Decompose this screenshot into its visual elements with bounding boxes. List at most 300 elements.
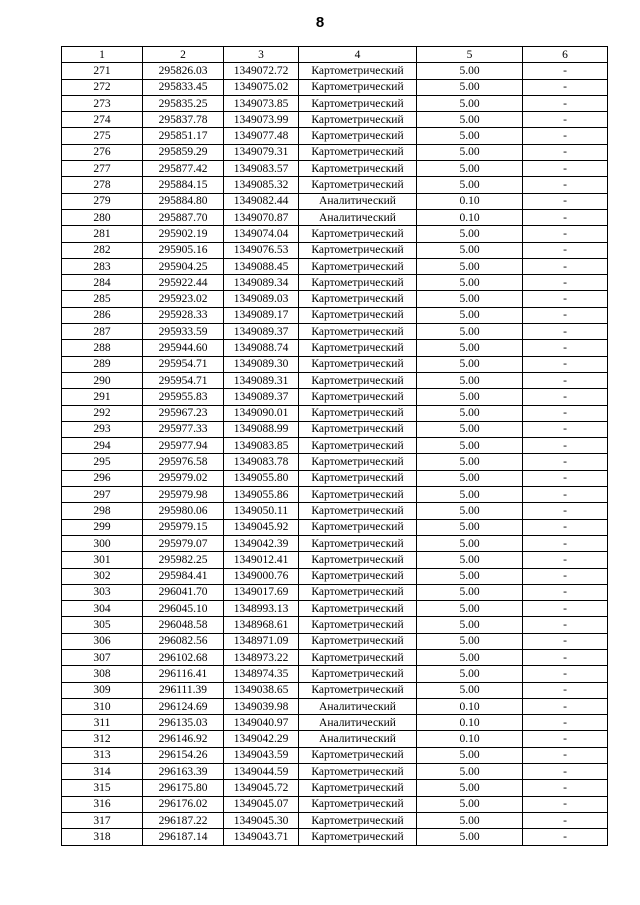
header-cell-method: 4: [299, 47, 417, 63]
cell-point-number: 275: [62, 128, 143, 144]
table-row: [62, 389, 608, 405]
cell-y: 1349045.92: [224, 519, 299, 535]
cell-accuracy: 5.00: [417, 389, 523, 405]
cell-description: -: [523, 161, 608, 177]
cell-x: 296082.56: [143, 633, 224, 649]
cell-point-number: 293: [62, 421, 143, 437]
cell-point-number: 294: [62, 438, 143, 454]
cell-point-number: 276: [62, 144, 143, 160]
cell-x: 295979.15: [143, 519, 224, 535]
cell-point-number: 311: [62, 715, 143, 731]
cell-description: -: [523, 535, 608, 551]
cell-y: 1349043.71: [224, 829, 299, 845]
cell-description: -: [523, 275, 608, 291]
table-row: [62, 177, 608, 193]
cell-y: 1349076.53: [224, 242, 299, 258]
table-row: [62, 487, 608, 503]
cell-method: Картометрический: [299, 291, 417, 307]
cell-description: -: [523, 340, 608, 356]
cell-x: 295954.71: [143, 356, 224, 372]
table-row: [62, 242, 608, 258]
cell-x: 296041.70: [143, 584, 224, 600]
cell-method: Аналитический: [299, 193, 417, 209]
table-row: [62, 405, 608, 421]
cell-x: 296163.39: [143, 764, 224, 780]
table-row: [62, 258, 608, 274]
cell-description: -: [523, 568, 608, 584]
cell-x: 295979.02: [143, 470, 224, 486]
cell-method: Картометрический: [299, 128, 417, 144]
cell-description: -: [523, 487, 608, 503]
cell-x: 295944.60: [143, 340, 224, 356]
table-row: [62, 715, 608, 731]
cell-accuracy: 5.00: [417, 666, 523, 682]
table-row: [62, 161, 608, 177]
cell-accuracy: 5.00: [417, 340, 523, 356]
cell-x: 295833.45: [143, 79, 224, 95]
cell-description: -: [523, 226, 608, 242]
cell-description: -: [523, 258, 608, 274]
cell-x: 296111.39: [143, 682, 224, 698]
cell-method: Картометрический: [299, 258, 417, 274]
cell-description: -: [523, 666, 608, 682]
cell-point-number: 290: [62, 372, 143, 388]
table-row: [62, 812, 608, 828]
cell-x: 295884.80: [143, 193, 224, 209]
cell-accuracy: 5.00: [417, 535, 523, 551]
cell-y: 1349088.99: [224, 421, 299, 437]
cell-description: -: [523, 372, 608, 388]
cell-y: 1349088.45: [224, 258, 299, 274]
table-row: [62, 454, 608, 470]
cell-accuracy: 5.00: [417, 470, 523, 486]
cell-point-number: 302: [62, 568, 143, 584]
cell-accuracy: 5.00: [417, 552, 523, 568]
cell-accuracy: 5.00: [417, 487, 523, 503]
cell-description: -: [523, 112, 608, 128]
cell-accuracy: 5.00: [417, 177, 523, 193]
table-row: [62, 584, 608, 600]
table-row: [62, 568, 608, 584]
cell-point-number: 278: [62, 177, 143, 193]
cell-method: Картометрический: [299, 226, 417, 242]
cell-description: -: [523, 389, 608, 405]
cell-method: Картометрический: [299, 503, 417, 519]
cell-point-number: 307: [62, 649, 143, 665]
cell-point-number: 310: [62, 698, 143, 714]
cell-description: -: [523, 63, 608, 79]
table-row: [62, 63, 608, 79]
cell-description: -: [523, 356, 608, 372]
cell-description: -: [523, 747, 608, 763]
cell-accuracy: 5.00: [417, 682, 523, 698]
cell-x: 295980.06: [143, 503, 224, 519]
table-row: [62, 649, 608, 665]
cell-x: 295922.44: [143, 275, 224, 291]
cell-method: Картометрический: [299, 535, 417, 551]
cell-y: 1349089.34: [224, 275, 299, 291]
cell-accuracy: 5.00: [417, 307, 523, 323]
coordinates-table: [61, 46, 608, 846]
cell-point-number: 287: [62, 324, 143, 340]
cell-accuracy: 5.00: [417, 649, 523, 665]
cell-point-number: 298: [62, 503, 143, 519]
cell-method: Картометрический: [299, 242, 417, 258]
cell-y: 1349070.87: [224, 209, 299, 225]
cell-x: 295954.71: [143, 372, 224, 388]
cell-point-number: 282: [62, 242, 143, 258]
cell-point-number: 318: [62, 829, 143, 845]
table-row: [62, 340, 608, 356]
table-row: [62, 780, 608, 796]
cell-x: 295979.98: [143, 487, 224, 503]
cell-accuracy: 5.00: [417, 503, 523, 519]
cell-x: 295955.83: [143, 389, 224, 405]
table-row: [62, 682, 608, 698]
table-body: [62, 63, 608, 845]
cell-y: 1349045.72: [224, 780, 299, 796]
cell-x: 295887.70: [143, 209, 224, 225]
cell-y: 1349089.30: [224, 356, 299, 372]
cell-description: -: [523, 144, 608, 160]
cell-y: 1349039.98: [224, 698, 299, 714]
cell-y: 1349089.37: [224, 324, 299, 340]
cell-method: Картометрический: [299, 161, 417, 177]
cell-method: Аналитический: [299, 209, 417, 225]
cell-x: 296135.03: [143, 715, 224, 731]
table-row: [62, 275, 608, 291]
cell-point-number: 312: [62, 731, 143, 747]
cell-x: 296045.10: [143, 601, 224, 617]
cell-x: 295933.59: [143, 324, 224, 340]
table-row: [62, 519, 608, 535]
table-row: [62, 438, 608, 454]
cell-x: 295837.78: [143, 112, 224, 128]
cell-accuracy: 5.00: [417, 372, 523, 388]
cell-method: Картометрический: [299, 438, 417, 454]
table-row: [62, 796, 608, 812]
cell-point-number: 304: [62, 601, 143, 617]
cell-point-number: 305: [62, 617, 143, 633]
cell-method: Картометрический: [299, 470, 417, 486]
header-row: [62, 47, 608, 63]
cell-accuracy: 0.10: [417, 731, 523, 747]
cell-point-number: 281: [62, 226, 143, 242]
cell-x: 295967.23: [143, 405, 224, 421]
cell-y: 1349077.48: [224, 128, 299, 144]
cell-description: -: [523, 519, 608, 535]
cell-x: 296124.69: [143, 698, 224, 714]
cell-description: -: [523, 698, 608, 714]
cell-method: Картометрический: [299, 666, 417, 682]
cell-method: Картометрический: [299, 307, 417, 323]
cell-point-number: 288: [62, 340, 143, 356]
cell-accuracy: 5.00: [417, 63, 523, 79]
cell-x: 295977.33: [143, 421, 224, 437]
table-row: [62, 666, 608, 682]
header-cell-accuracy: 5: [417, 47, 523, 63]
cell-accuracy: 5.00: [417, 764, 523, 780]
cell-x: 295905.16: [143, 242, 224, 258]
cell-x: 296187.14: [143, 829, 224, 845]
cell-point-number: 317: [62, 812, 143, 828]
cell-y: 1348973.22: [224, 649, 299, 665]
cell-x: 295902.19: [143, 226, 224, 242]
cell-method: Аналитический: [299, 731, 417, 747]
cell-x: 296116.41: [143, 666, 224, 682]
header-cell-point-number: 1: [62, 47, 143, 63]
cell-point-number: 283: [62, 258, 143, 274]
cell-description: -: [523, 780, 608, 796]
cell-description: -: [523, 682, 608, 698]
cell-x: 295923.02: [143, 291, 224, 307]
table-row: [62, 698, 608, 714]
cell-y: 1349000.76: [224, 568, 299, 584]
cell-description: -: [523, 405, 608, 421]
cell-accuracy: 5.00: [417, 161, 523, 177]
cell-accuracy: 5.00: [417, 275, 523, 291]
cell-description: -: [523, 812, 608, 828]
table-row: [62, 535, 608, 551]
cell-description: -: [523, 764, 608, 780]
cell-point-number: 308: [62, 666, 143, 682]
cell-x: 296048.58: [143, 617, 224, 633]
cell-point-number: 303: [62, 584, 143, 600]
cell-accuracy: 5.00: [417, 324, 523, 340]
cell-point-number: 289: [62, 356, 143, 372]
cell-method: Картометрический: [299, 519, 417, 535]
cell-description: -: [523, 209, 608, 225]
cell-method: Картометрический: [299, 63, 417, 79]
table-row: [62, 291, 608, 307]
table-row: [62, 633, 608, 649]
cell-point-number: 285: [62, 291, 143, 307]
cell-description: -: [523, 438, 608, 454]
cell-x: 295904.25: [143, 258, 224, 274]
cell-description: -: [523, 796, 608, 812]
cell-method: Картометрический: [299, 764, 417, 780]
cell-point-number: 292: [62, 405, 143, 421]
cell-y: 1349072.72: [224, 63, 299, 79]
cell-description: -: [523, 307, 608, 323]
cell-accuracy: 5.00: [417, 291, 523, 307]
cell-accuracy: 5.00: [417, 79, 523, 95]
cell-y: 1349045.07: [224, 796, 299, 812]
table-row: [62, 226, 608, 242]
cell-x: 296102.68: [143, 649, 224, 665]
cell-accuracy: 5.00: [417, 438, 523, 454]
cell-x: 295826.03: [143, 63, 224, 79]
cell-description: -: [523, 715, 608, 731]
cell-method: Картометрический: [299, 356, 417, 372]
cell-description: -: [523, 128, 608, 144]
cell-method: Картометрический: [299, 95, 417, 111]
cell-y: 1349017.69: [224, 584, 299, 600]
cell-description: -: [523, 291, 608, 307]
cell-y: 1349044.59: [224, 764, 299, 780]
cell-x: 295977.94: [143, 438, 224, 454]
cell-description: -: [523, 617, 608, 633]
table-row: [62, 79, 608, 95]
cell-y: 1349083.85: [224, 438, 299, 454]
cell-method: Картометрический: [299, 780, 417, 796]
cell-accuracy: 0.10: [417, 209, 523, 225]
cell-method: Картометрический: [299, 112, 417, 128]
cell-description: -: [523, 95, 608, 111]
cell-y: 1349089.37: [224, 389, 299, 405]
cell-x: 295928.33: [143, 307, 224, 323]
table-row: [62, 128, 608, 144]
cell-x: 295859.29: [143, 144, 224, 160]
cell-y: 1349089.17: [224, 307, 299, 323]
table-row: [62, 307, 608, 323]
cell-y: 1349085.32: [224, 177, 299, 193]
table-row: [62, 372, 608, 388]
cell-accuracy: 5.00: [417, 356, 523, 372]
cell-point-number: 280: [62, 209, 143, 225]
cell-x: 295851.17: [143, 128, 224, 144]
table-row: [62, 112, 608, 128]
cell-accuracy: 5.00: [417, 812, 523, 828]
cell-accuracy: 5.00: [417, 144, 523, 160]
cell-description: -: [523, 601, 608, 617]
cell-method: Картометрический: [299, 812, 417, 828]
cell-description: -: [523, 503, 608, 519]
table-row: [62, 829, 608, 845]
table-row: [62, 470, 608, 486]
cell-method: Картометрический: [299, 144, 417, 160]
cell-accuracy: 0.10: [417, 193, 523, 209]
cell-accuracy: 5.00: [417, 226, 523, 242]
table-row: [62, 421, 608, 437]
cell-accuracy: 5.00: [417, 829, 523, 845]
header-cell-description: 6: [523, 47, 608, 63]
cell-method: Аналитический: [299, 698, 417, 714]
cell-y: 1349083.57: [224, 161, 299, 177]
cell-description: -: [523, 79, 608, 95]
cell-y: 1349079.31: [224, 144, 299, 160]
cell-y: 1349042.29: [224, 731, 299, 747]
cell-accuracy: 5.00: [417, 780, 523, 796]
header-cell-y: 3: [224, 47, 299, 63]
cell-accuracy: 5.00: [417, 112, 523, 128]
cell-description: -: [523, 731, 608, 747]
cell-accuracy: 5.00: [417, 454, 523, 470]
cell-method: Картометрический: [299, 584, 417, 600]
cell-y: 1349088.74: [224, 340, 299, 356]
table-row: [62, 601, 608, 617]
cell-point-number: 300: [62, 535, 143, 551]
cell-y: 1349038.65: [224, 682, 299, 698]
cell-method: Картометрический: [299, 177, 417, 193]
cell-y: 1349042.39: [224, 535, 299, 551]
cell-method: Картометрический: [299, 372, 417, 388]
cell-point-number: 279: [62, 193, 143, 209]
cell-description: -: [523, 649, 608, 665]
cell-y: 1349074.04: [224, 226, 299, 242]
cell-y: 1349045.30: [224, 812, 299, 828]
cell-point-number: 299: [62, 519, 143, 535]
cell-y: 1348974.35: [224, 666, 299, 682]
cell-accuracy: 5.00: [417, 601, 523, 617]
cell-point-number: 273: [62, 95, 143, 111]
page-number: 8: [315, 14, 325, 31]
cell-description: -: [523, 829, 608, 845]
cell-point-number: 286: [62, 307, 143, 323]
cell-y: 1349055.80: [224, 470, 299, 486]
cell-y: 1349043.59: [224, 747, 299, 763]
cell-method: Картометрический: [299, 454, 417, 470]
cell-y: 1349050.11: [224, 503, 299, 519]
cell-method: Картометрический: [299, 747, 417, 763]
cell-x: 295982.25: [143, 552, 224, 568]
header-cell-x: 2: [143, 47, 224, 63]
cell-method: Картометрический: [299, 568, 417, 584]
cell-description: -: [523, 324, 608, 340]
table-row: [62, 193, 608, 209]
cell-method: Картометрический: [299, 79, 417, 95]
cell-description: -: [523, 633, 608, 649]
cell-y: 1349089.03: [224, 291, 299, 307]
cell-accuracy: 5.00: [417, 95, 523, 111]
cell-method: Картометрический: [299, 421, 417, 437]
cell-y: 1348971.09: [224, 633, 299, 649]
cell-method: Картометрический: [299, 487, 417, 503]
cell-point-number: 314: [62, 764, 143, 780]
cell-point-number: 284: [62, 275, 143, 291]
cell-accuracy: 5.00: [417, 568, 523, 584]
cell-accuracy: 0.10: [417, 698, 523, 714]
cell-accuracy: 5.00: [417, 617, 523, 633]
cell-description: -: [523, 552, 608, 568]
table-row: [62, 95, 608, 111]
cell-point-number: 272: [62, 79, 143, 95]
cell-description: -: [523, 177, 608, 193]
cell-y: 1349082.44: [224, 193, 299, 209]
cell-y: 1349083.78: [224, 454, 299, 470]
cell-description: -: [523, 470, 608, 486]
cell-description: -: [523, 421, 608, 437]
cell-method: Картометрический: [299, 682, 417, 698]
table-row: [62, 747, 608, 763]
cell-point-number: 306: [62, 633, 143, 649]
cell-point-number: 274: [62, 112, 143, 128]
cell-method: Картометрический: [299, 601, 417, 617]
cell-y: 1349055.86: [224, 487, 299, 503]
cell-y: 1349089.31: [224, 372, 299, 388]
cell-point-number: 313: [62, 747, 143, 763]
cell-method: Картометрический: [299, 617, 417, 633]
cell-x: 296187.22: [143, 812, 224, 828]
cell-x: 295835.25: [143, 95, 224, 111]
cell-y: 1348993.13: [224, 601, 299, 617]
cell-description: -: [523, 584, 608, 600]
table-row: [62, 552, 608, 568]
cell-x: 296154.26: [143, 747, 224, 763]
cell-accuracy: 5.00: [417, 421, 523, 437]
cell-accuracy: 5.00: [417, 258, 523, 274]
cell-x: 295884.15: [143, 177, 224, 193]
cell-method: Картометрический: [299, 552, 417, 568]
cell-x: 295976.58: [143, 454, 224, 470]
cell-accuracy: 5.00: [417, 796, 523, 812]
cell-y: 1348968.61: [224, 617, 299, 633]
table-row: [62, 209, 608, 225]
cell-method: Аналитический: [299, 715, 417, 731]
cell-x: 295877.42: [143, 161, 224, 177]
cell-accuracy: 5.00: [417, 519, 523, 535]
cell-description: -: [523, 242, 608, 258]
